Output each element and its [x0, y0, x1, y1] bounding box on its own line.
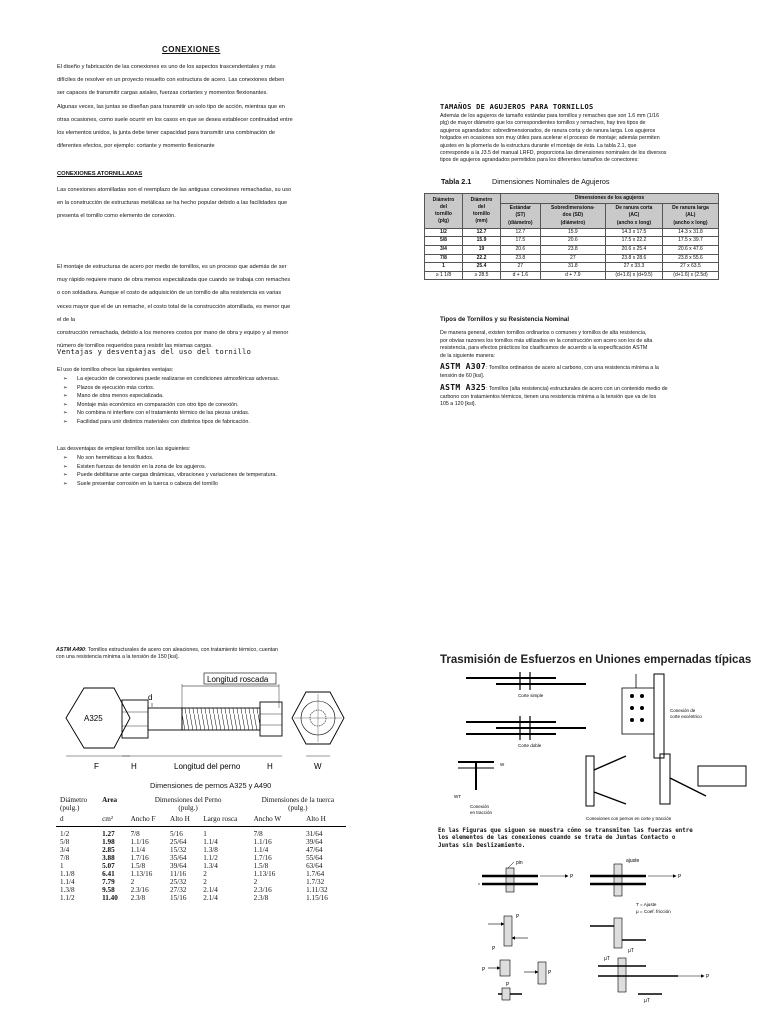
table-cell: 15/32 — [170, 846, 187, 854]
table-cell: d + 1.6 — [501, 271, 541, 280]
table-cell: 55/64 — [306, 854, 323, 862]
table-cell: 27 x 33.3 — [606, 263, 663, 272]
table-cell: 1.1/16 — [253, 838, 272, 846]
col-header: Largo rosca — [203, 814, 238, 823]
table-cell: 1.5/8 — [253, 862, 269, 870]
agujeros-heading: TAMAÑOS DE AGUJEROS PARA TORNILLOS — [440, 103, 594, 111]
list-item: ➢ Puede debilitarse ante cargas dinámicas, vibraciones y variaciones de temperatura. — [61, 471, 341, 480]
table-cell: 7/8 — [130, 830, 140, 838]
ajuste-label: ajuste — [626, 858, 640, 864]
wt-fig-label: WT — [454, 794, 461, 799]
table-cell: 1.7/64 — [306, 870, 325, 878]
list-item: ➢ Suele presentar corrosión en la tuerca o cabeza del tornillo — [61, 480, 341, 489]
table-cell: 1.1/2 — [203, 854, 218, 862]
mu-t-label-1: μT — [628, 948, 634, 954]
table-cell: 14.3 x 17.5 — [606, 228, 663, 237]
table-label: Tabla 2.1 — [441, 177, 472, 186]
col-header: (pulg.) — [178, 804, 198, 812]
table-cell: 1/2 — [425, 228, 463, 237]
table-cell: 39/64 — [170, 862, 187, 870]
table-cell: 35/64 — [170, 854, 187, 862]
col-header: Ancho W — [253, 814, 282, 823]
desventajas-intro: Las desventajas de emplear tornillos son las siguientes: — [57, 446, 191, 452]
table-row — [56, 830, 346, 838]
nut-side — [260, 702, 282, 736]
col-header: Diámetro del tornillo (plg) — [425, 194, 463, 229]
traccion-label-1: Conexión — [470, 804, 490, 809]
a490-paragraph: ASTM A490: Tornillos estructurales de acero con aleaciones, con tratamiento térmico, cuentan con una resistencia mínima a la tensión de 150 [ksi]. — [56, 647, 278, 661]
table-cell: 2.3/16 — [253, 886, 272, 894]
mu-coef-label: μ = Coef. fricción — [636, 909, 671, 914]
w-label: W — [314, 762, 322, 771]
table-cell: 12.7 — [501, 228, 541, 237]
table-cell: 1.1/2 — [60, 894, 75, 902]
table-caption: Dimensiones Nominales de Agujeros — [492, 177, 610, 186]
corte-doble-label: Corte doble — [518, 743, 542, 748]
table-cell: 2.3/8 — [253, 894, 269, 902]
table-cell: 9.58 — [102, 886, 115, 894]
table-cell: 7/8 — [425, 254, 463, 263]
table-cell: 1.1/4 — [130, 846, 146, 854]
p-label-4: P — [492, 946, 496, 952]
table-cell: 2 — [203, 870, 207, 878]
list-item: ➢ Plazos de ejecución más cortos. — [61, 384, 341, 393]
table-cell: 1.5/8 — [130, 862, 146, 870]
table-cell: 31.8 — [540, 263, 605, 272]
table-cell: 1.3/8 — [203, 846, 218, 854]
col-header: De ranura larga (AL) (ancho x long) — [662, 204, 718, 229]
atornilladas-heading: CONEXIONES ATORNILLADAS — [57, 171, 143, 177]
p-label-5: P — [482, 967, 486, 973]
f-label: F — [94, 762, 99, 771]
table-cell: 1.1/4 — [253, 846, 269, 854]
d-label: d — [148, 693, 153, 702]
conexiones-pernos-label: Conexiones con pernos en corte y tracción — [586, 816, 672, 821]
table-cell: 7/8 — [60, 854, 70, 862]
table-cell: 5.07 — [102, 862, 115, 870]
tipos-paragraph: De manera general, existen tornillos ordinarios o comunes y tornillos de alta resistencia, por obvias razones los tornillos más utilizados en la construcción son acero son los de alta resistencia, para efectos prácticos los clasificamos de acuerdo a la especificación ASTM de la siguiente manera: — [440, 330, 653, 359]
col-header: Area — [102, 796, 118, 804]
table-cell: 2.1/4 — [203, 894, 218, 902]
atornilladas-paragraph-1: Las conexiones atornilladas son el reemplazo de las antiguas conexiones remachadas, su uso en la construcción de estructuras metálicas se ha hecho popular debido a las facilidades que presenta el tornillo como elemento de conexión. — [57, 187, 292, 220]
tipos-heading: Tipos de Tornillos y su Resistencia Nominal — [440, 316, 570, 323]
col-header: Diámetro del tornillo (mm) — [463, 194, 501, 229]
group-header: Dimensiones de los agujeros — [501, 194, 719, 204]
table-cell: 27/32 — [170, 886, 187, 894]
col-header: cm² — [102, 814, 114, 823]
table-row — [425, 228, 719, 237]
table-cell: 15.9 — [540, 228, 605, 237]
pernos-table — [56, 796, 346, 902]
t-ajuste-label: T = Ajuste — [636, 902, 657, 907]
table-cell: 47/64 — [306, 846, 323, 854]
list-item: ➢ No son herméticas a los fluidos. — [61, 454, 341, 463]
table-row — [56, 894, 346, 902]
p-label-8: P — [506, 982, 510, 988]
corte-simple-label: Corte simple — [518, 693, 544, 698]
table-row — [56, 838, 346, 846]
table-cell: 15.9 — [463, 237, 501, 246]
table-row — [56, 870, 346, 878]
fuerzas-diagram — [478, 854, 728, 1004]
col-header: Diámetro — [60, 796, 88, 804]
table-cell: 1.3/8 — [60, 886, 75, 894]
table-cell: 6.41 — [102, 870, 115, 878]
table-cell: 20.6 x 25.4 — [606, 246, 663, 255]
table-cell: 5/8 — [425, 237, 463, 246]
ventajas-list — [61, 375, 341, 427]
table-cell: 39/64 — [306, 838, 323, 846]
table-cell: 1.1/16 — [130, 838, 149, 846]
longitud-roscada-label: Longitud roscada — [207, 675, 269, 684]
col-header: De ranura corta (AC) (ancho x long) — [606, 204, 663, 229]
table-row — [56, 854, 346, 862]
table-row — [425, 271, 719, 280]
table-cell: 2 — [130, 878, 135, 886]
col-header: Alto H — [306, 814, 326, 823]
table-cell: 31/64 — [306, 830, 323, 838]
list-item: ➢ Existen fuerzas de tensión en la zona de los agujeros. — [61, 463, 341, 472]
table-cell: 1.98 — [102, 838, 115, 846]
traccion-label-2: en tracción — [470, 810, 493, 815]
ventajas-intro: El uso de tornillos ofrece las siguientes ventajas: — [57, 367, 174, 373]
table-cell: 1.7/16 — [130, 854, 149, 862]
table-row — [56, 886, 346, 894]
p-label-7: P — [706, 974, 710, 980]
table-row — [56, 846, 346, 854]
p-label-2: P — [678, 874, 682, 880]
table-cell: 5/8 — [60, 838, 70, 846]
table-cell: 23.8 — [501, 254, 541, 263]
p-label-1: P — [570, 874, 574, 880]
table-cell: 23.8 x 28.6 — [606, 254, 663, 263]
w-fig-label: W — [500, 762, 505, 767]
table-cell: 17.5 x 22.2 — [606, 237, 663, 246]
p-label-3: P — [516, 914, 520, 920]
table-cell: 1.7/32 — [306, 878, 325, 886]
table-row — [425, 246, 719, 255]
table-cell: 23.8 x 55.6 — [662, 254, 718, 263]
pin-label: pin — [516, 860, 523, 866]
table-row — [425, 263, 719, 272]
ventajas-heading: Ventajas y desventajas del uso del tornillo — [57, 348, 252, 356]
h2-label: H — [267, 762, 273, 771]
bolt-diagram — [54, 670, 350, 778]
desventajas-list — [61, 454, 341, 488]
table-cell: 2 — [253, 878, 258, 886]
agujeros-paragraph: Además de los agujeros de tamaño estándar para tornillos y remaches que son 1.6 mm (1/16 plg) de mayor diámetro que los correspondientes tornillos y remaches, hay tres tipos de agujeros agrandados: sobredimensionados, de ranura corta y de ranura larga. Los agujeros holgados en ocasiones son muy útiles para acelerar el proceso de montaje; además permiten ajustes en la plomería de la estructura durante el montaje de ésta. La tabla 2.1, que corresponde a la J3.5 del manual LRFD, proporciona las dimensiones nominales de los diversos tipos de agujeros agrandados permitidos para los diferentes tamaños de conectores: — [440, 113, 667, 164]
table-cell: 7.79 — [102, 878, 115, 886]
table-cell: ≥ 28.5 — [463, 271, 501, 280]
excentrico-label-2: corte excéntrico — [670, 714, 702, 719]
table-cell: ≥ 1 1/8 — [425, 271, 463, 280]
juntas-description: En las Figuras que siguen se muestra cómo se transmiten las fuerzas entre los elementos de las conexiones cuando se trata de Juntas Contacto o Juntas sin Deslizamiento. — [438, 828, 693, 849]
col-header — [98, 804, 126, 812]
a325-paragraph: ASTM A325: Tornillos (alta resistencia) estructurales de acero con un contenido medio de carbono con tratamientos térmicos, tienen una resistencia mínima a la tensión que va de los 105 a 120 [ksi]. — [440, 383, 668, 407]
atornilladas-paragraph-2: El montaje de estructuras de acero por medio de tornillos, es un proceso que además de ser muy rápido requiere mano de obra menos especializada que cuando se trabaja con remaches o con soldadura. Aunque el costo de adquisición de un tornillo de alta resistencia es varias veces mayor que el de un remache, el costo total de la construcción atornillada, es menor que el de la construcción remachada, debido a los menores costos por mano de obra y equipo y al menor número de tornillos requeridos para resistir las mismas cargas. — [57, 264, 291, 350]
table-cell: 3/4 — [425, 246, 463, 255]
table-cell: 19 — [463, 246, 501, 255]
table-cell: 25/32 — [170, 878, 187, 886]
bolt-thread — [182, 708, 260, 730]
intro-paragraph: El diseño y fabricación de las conexiones es uno de los aspectos trascendentales y más difíciles de resolver en un proyecto resuelto con estructura de acero. Las conexiones deben ser capaces de transmitir cargas axiales, fuerzas cortantes y momentos flexionantes. Algunas veces, las juntas se diseñan para transmitir un solo tipo de acción, mientras que en otras ocasiones, como suele ocurrir en los casos en que se desea establecer continuidad entre los elementos unidos, la junta debe tener capacidad para transmitir una combinación de diferentes efectos, por ejemplo: cortante y momento flexionante — [57, 64, 293, 150]
table-cell: 12.7 — [463, 228, 501, 237]
table-cell: 14.3 x 31.8 — [662, 228, 718, 237]
table-cell: d + 7.9 — [540, 271, 605, 280]
table-cell: 63/64 — [306, 862, 323, 870]
table-cell: 1.1/4 — [203, 838, 218, 846]
table-cell: 20.6 — [540, 237, 605, 246]
table-cell: 7/8 — [253, 830, 263, 838]
table-cell: 3/4 — [60, 846, 70, 854]
table-cell: 2.85 — [102, 846, 115, 854]
pernos-title: Dimensiones de pernos A325 y A490 — [150, 781, 272, 790]
col-header: Ancho F — [130, 814, 156, 823]
table-cell: 25/64 — [170, 838, 187, 846]
table-cell: 1 — [425, 263, 463, 272]
table-cell: 11.40 — [102, 894, 118, 902]
a325-label: A325 — [84, 714, 103, 723]
col-header: Dimensiones del Perno — [154, 796, 222, 804]
list-item: ➢ No combina ni interfiere con el tratamiento térmico de las piezas unidas. — [61, 409, 341, 418]
table-cell: 2 — [203, 878, 207, 886]
table-cell: 1.27 — [102, 830, 115, 838]
table-cell: 23.8 — [540, 246, 605, 255]
table-cell: 1.13/16 — [130, 870, 153, 878]
table-cell: 1.15/16 — [306, 894, 328, 902]
table-cell: 1.3/4 — [203, 862, 218, 870]
table-cell: 1.11/32 — [306, 886, 328, 894]
table-cell: 2.3/16 — [130, 886, 149, 894]
table-cell: 17.5 x 39.7 — [662, 237, 718, 246]
table-row — [425, 237, 719, 246]
table-cell: 27 — [501, 263, 541, 272]
table-cell: (d+1.6) x (2.5d) — [662, 271, 718, 280]
col-header: Sobredimensiona- dos (SD) (diámetro) — [540, 204, 605, 229]
p-label-6: P — [548, 970, 552, 976]
table-cell: 1/2 — [60, 830, 70, 838]
excentrico-label-1: Conexión de — [670, 708, 696, 713]
col-header: d — [60, 814, 64, 823]
table-cell: 5/16 — [170, 830, 183, 838]
table-cell: 20.6 — [501, 246, 541, 255]
mu-t-label-2: μT — [604, 956, 610, 962]
table-cell: 3.88 — [102, 854, 115, 862]
col-header: (pulg.) — [60, 804, 80, 812]
table-row — [56, 878, 346, 886]
table-cell: 1 — [60, 862, 64, 870]
table-cell: 2.3/8 — [130, 894, 146, 902]
table-cell: 2.1/4 — [203, 886, 218, 894]
table-row — [425, 254, 719, 263]
agujeros-table — [424, 193, 719, 280]
table-row — [56, 862, 346, 870]
table-cell: 15/16 — [170, 894, 187, 902]
table-cell: 27 x 63.5 — [662, 263, 718, 272]
table-cell: 1.1/8 — [60, 870, 75, 878]
table-cell: 1.1/4 — [60, 878, 75, 886]
table-cell: 22.2 — [463, 254, 501, 263]
uniones-figure — [436, 670, 756, 824]
table-cell: 25.4 — [463, 263, 501, 272]
a307-paragraph: ASTM A307: Tornillos ordinarios de acero al carbono, con una resistencia mínima a la tensión de 60 [ksi]. — [440, 362, 659, 379]
table-cell: 27 — [540, 254, 605, 263]
trasmision-title: Trasmisión de Esfuerzos en Uniones empernadas típicas — [440, 654, 752, 666]
h-label: H — [131, 762, 137, 771]
col-header: (pulg.) — [288, 804, 308, 812]
table-cell: 1.13/16 — [253, 870, 276, 878]
mu-t-label-3: μT — [644, 998, 650, 1004]
table-cell: 17.5 — [501, 237, 541, 246]
page-title: CONEXIONES — [162, 45, 221, 54]
table-cell: 1.7/16 — [253, 854, 272, 862]
list-item: ➢ Facilidad para unir distintos materiales con distintos tipos de fabricación. — [61, 418, 341, 427]
table-cell: 11/16 — [170, 870, 187, 878]
list-item: ➢ Montaje más económico en comparación con otro tipo de conexión. — [61, 401, 341, 410]
table-cell: 20.6 x 47.6 — [662, 246, 718, 255]
table-cell: (d+1.6) x (d+9.5) — [606, 271, 663, 280]
table-cell: 1 — [203, 830, 207, 838]
list-item: ➢ Mano de obra menos especializada. — [61, 392, 341, 401]
longitud-perno-label: Longitud del perno — [174, 762, 241, 771]
col-header: Alto H — [170, 814, 190, 823]
col-header: Dimensiones de la tuerca — [261, 796, 335, 804]
list-item: ➢ La ejecución de conexiones puede realizarse en condiciones atmosféricas adversas. — [61, 375, 341, 384]
col-header: Estándar (ST) (diámetro) — [501, 204, 541, 229]
